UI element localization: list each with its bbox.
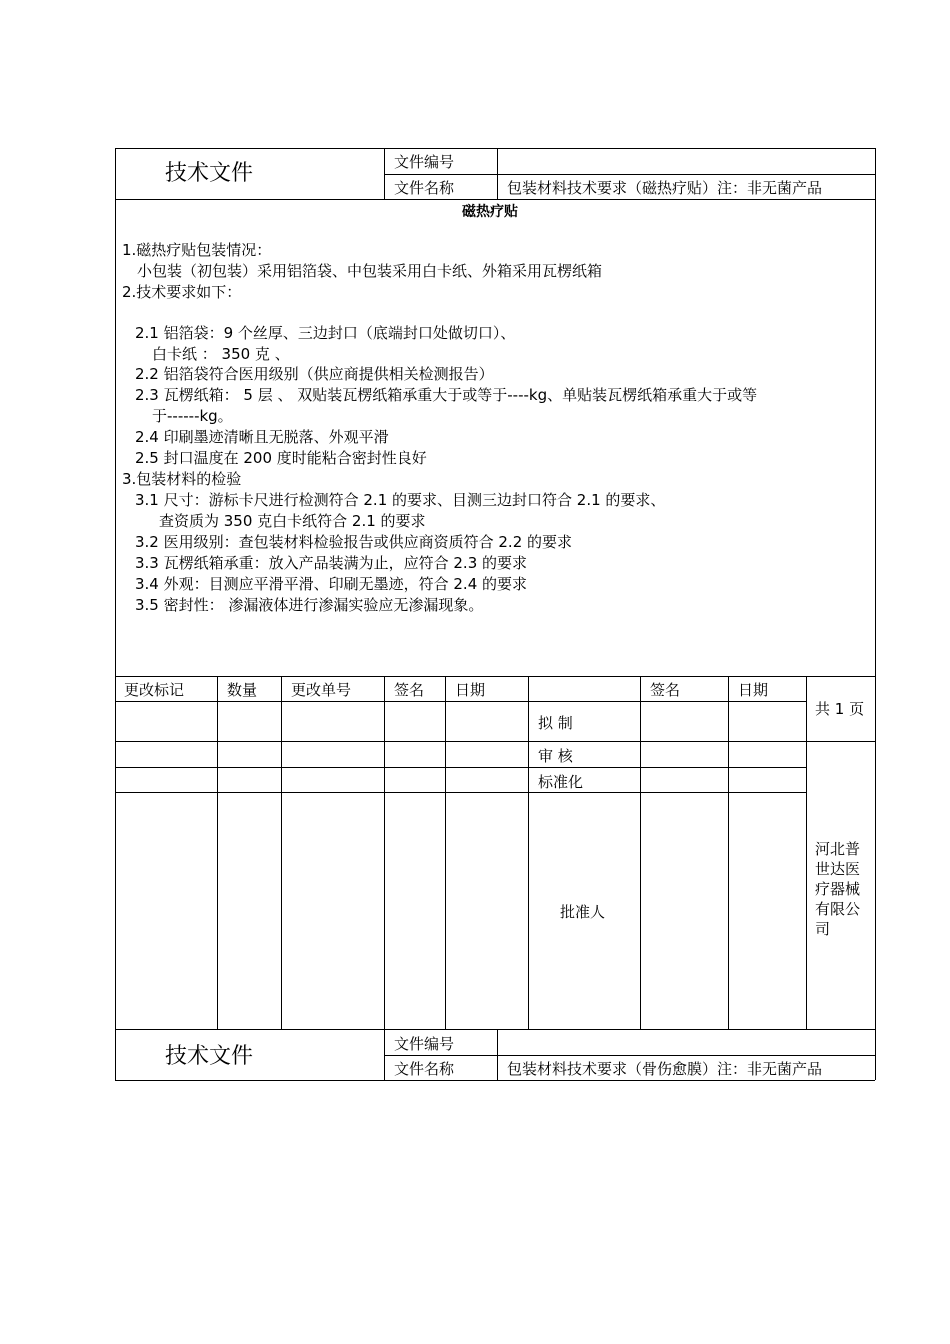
col-header-quantity: 数量 <box>227 681 258 699</box>
col-header-signature: 签名 <box>394 681 425 699</box>
footer-file-name-value: 包装材料技术要求（骨伤愈膜）注：非无菌产品 <box>507 1060 823 1078</box>
content-line: 于------kg。 <box>152 407 233 425</box>
content-line: 3.1 尺寸：游标卡尺进行检测符合 2.1 的要求、目测三边封口符合 2.1 的要求、 <box>135 491 666 509</box>
content-line: 2.3 瓦楞纸箱： 5 层 、 双贴装瓦楞纸箱承重大于或等于----kg、单贴装瓦楞纸箱承重大于或等 <box>135 386 758 404</box>
content-line: 小包装（初包装）采用铝箔袋、中包装采用白卡纸、外箱采用瓦楞纸箱 <box>137 262 603 280</box>
file-number-label: 文件编号 <box>394 153 455 171</box>
review-label: 审 核 <box>538 747 573 765</box>
page-count: 共 1 页 <box>815 700 865 718</box>
col-header-change-mark: 更改标记 <box>124 681 185 699</box>
approver-label: 批准人 <box>560 903 606 921</box>
content-line: 3.3 瓦楞纸箱承重：放入产品装满为止，应符合 2.3 的要求 <box>135 554 528 572</box>
company-name: 河北普世达医疗器械有限公司 <box>815 840 861 938</box>
content-line: 2.技术要求如下： <box>122 283 242 301</box>
content-line: 1.磁热疗贴包装情况： <box>122 241 272 259</box>
content-line: 2.4 印刷墨迹清晰且无脱落、外观平滑 <box>135 428 389 446</box>
content-heading: 磁热疗贴 <box>462 204 518 220</box>
draft-label: 拟 制 <box>538 714 573 732</box>
col-header-date: 日期 <box>455 681 486 699</box>
footer-file-number-label: 文件编号 <box>394 1035 455 1053</box>
footer-document-title: 技术文件 <box>165 1044 254 1069</box>
content-line: 3.2 医用级别：查包装材料检验报告或供应商资质符合 2.2 的要求 <box>135 533 573 551</box>
content-line: 2.2 铝箔袋符合医用级别（供应商提供相关检测报告） <box>135 365 494 383</box>
footer-file-name-label: 文件名称 <box>394 1060 455 1078</box>
col-header-date-2: 日期 <box>738 681 769 699</box>
content-line: 2.5 封口温度在 200 度时能粘合密封性良好 <box>135 449 427 467</box>
col-header-signature-2: 签名 <box>650 681 681 699</box>
col-header-change-order: 更改单号 <box>291 681 352 699</box>
content-line: 3.5 密封性： 渗漏液体进行渗漏实验应无渗漏现象。 <box>135 596 484 614</box>
document-title: 技术文件 <box>165 161 254 186</box>
file-name-label: 文件名称 <box>394 179 455 197</box>
content-line: 白卡纸 ： 350 克 、 <box>152 345 290 363</box>
content-line: 查资质为 350 克白卡纸符合 2.1 的要求 <box>159 512 426 530</box>
content-line: 3.包装材料的检验 <box>122 470 242 488</box>
file-name-value: 包装材料技术要求（磁热疗贴）注：非无菌产品 <box>507 179 823 197</box>
standardize-label: 标准化 <box>538 773 584 791</box>
content-line: 3.4 外观：目测应平滑平滑、印刷无墨迹，符合 2.4 的要求 <box>135 575 528 593</box>
content-line: 2.1 铝箔袋：9 个丝厚、三边封口（底端封口处做切口）、 <box>135 324 516 342</box>
